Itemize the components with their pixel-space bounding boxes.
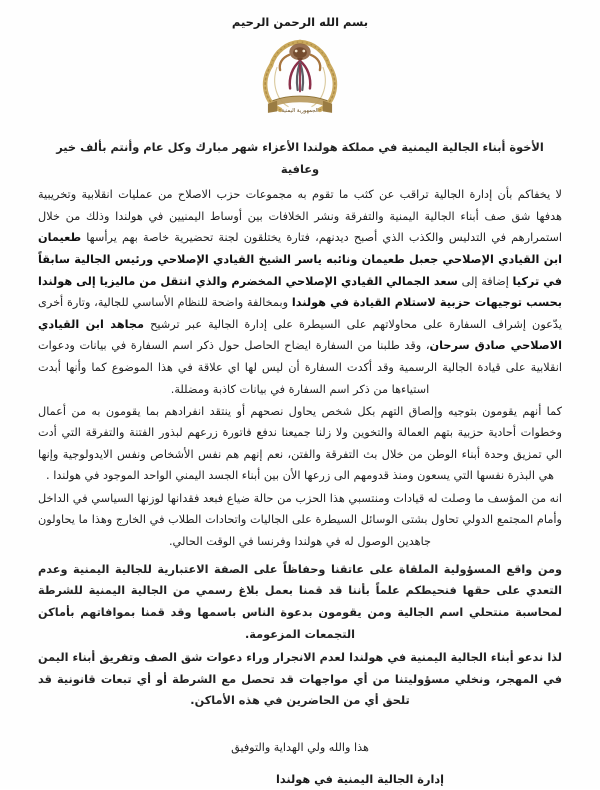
signature-block [38, 770, 562, 790]
signature-text: إدارة الجالية اليمنية في هولندا [275, 772, 444, 786]
p3-seg-0: انه من المؤسف ما وصلت له قيادات ومنتسبي هذا الحزب من حالة ضياع فبعد فقدانها لوزنها السياسي في الداخل وأمام المجتمع الدولي تحاول بشتى الوسائل السيطرة على الجاليات واتحادات الطلاب في الخارج وهذا ما يحاولون جاهدين الوصول له في هولندا وفرنسا في الوقت الحالي. [38, 491, 562, 548]
p1-seg-3-bold: سعد الجمالي القيادي الإصلاحي المخضرم والذي انتقل من ماليزيا إلى هولندا بحسب توجيهات حزبية لاستلام القيادة في هولندا [38, 274, 562, 310]
p1-seg-5-bold: مجاهد ابن القيادي الاصلاحي صادق سرحان [38, 317, 562, 353]
paragraph-spacer [38, 553, 562, 557]
yemen-emblem-icon [254, 35, 346, 119]
emblem-container [38, 35, 562, 119]
salutation-line: الأخوة أبناء الجالية اليمنية في مملكة هولندا الأعزاء شهر مبارك وكل عام وأنتم بألف خير وعافية [56, 140, 544, 176]
document-body [38, 137, 562, 712]
bismillah-heading: بسم الله الرحمن الرحيم [231, 15, 369, 29]
p1-seg-6: ، وقد طلبنا من السفارة ايضاح الحاصل حول ذكر اسم السفارة في بيانات ودعوات انقلابية على قيادة الجالية الرسمية وقد أكدت السفارة أن ليس لها اي علاقة في هذا الموضوع كما وأنها أبدت استياءها من ذكر اسم السفارة في بيانات كاذبة ومضللة. [38, 339, 562, 396]
emblem-ribbon-text: الجمهورية اليمنية [281, 108, 319, 115]
paragraph-2 [38, 401, 562, 487]
paragraph-4-notice [38, 559, 562, 645]
p2-seg-0: كما أنهم يقومون بتوجيه وإلصاق التهم بكل شخص يحاول نصحهم أو ينتقد انفرادهم بما يقومون به من أعمال وخطوات أحادية حزبية بتهم العمالة والتخوين ولا زلنا جميعنا ندفع فاتورة زرعهم لبذور الفتنة والتفرقة التي أدت الي تمزيق وحدة أبناء الوطن من خلال بث التفرقة والفتن، نعم إنهم هم نفس الأشخاص ونفس الايدولوجية وإنها هي البذرة نفسها التي يسعون ومنذ قدومهم الى زرعها الأن بين أبناء الجسد اليمني الواحد الموجود في هولندا . [38, 404, 562, 483]
closing-block [38, 738, 562, 790]
paragraph-5-appeal [38, 647, 562, 712]
p1-seg-4: وبمخالفة واضحة للنظام الأساسي للجالية، وتارة أخرى يدّعون إشراف السفارة على محاولاتهم على السيطرة على إدارة الجالية عبر ترشيح [38, 296, 562, 331]
closing-blessing: هذا والله ولي الهداية والتوفيق [231, 740, 369, 754]
p1-seg-2: إضافة إلى [457, 274, 513, 288]
p1-seg-0: لا يخفاكم بأن إدارة الجالية تراقب عن كثب ما تقوم به مجموعات حزب الاصلاح من عمليات انقلابية وتخريبية هدفها شق صف أبناء الجالية اليمنية والتفرقة ونشر الخلافات بين أوساط اليمنيين في هولندا وذلك من خلال استمرارهم في التدليس والكذب الذي أصبح ديدنهم، فتارة يختلقون لجنة تحضيرية خاصة بهم يرأسها [38, 188, 562, 245]
paragraph-3 [38, 488, 562, 553]
p4-seg-0: ومن واقع المسؤولية الملقاة على عاتقنا وحفاظاً على الصفة الاعتبارية للجالية اليمنية وعدم التعدي على حقها فنحيطكم علماً بأننا قد قمنا بعمل بلاغ رسمي من الجالية اليمنية للشرطة لمحاسبة منتحلي اسم الجالية ومن يقومون بدعوة الناس باسمها وقد قمنا بموافاتهم بأماكن التجمعات المزعومة. [38, 562, 562, 641]
paragraph-1 [38, 184, 562, 400]
p5-seg-0: لذا ندعو أبناء الجالية اليمنية في هولندا لعدم الانجرار وراء دعوات شق الصف وتفريق أبناء اليمن في المهجر، ونخلي مسؤوليتنا من أي مواجهات قد تحصل مع الشرطة أو أي تبعات قانونية قد تلحق أي من الحاضرين في هذه الأماكن. [38, 651, 562, 708]
p1-seg-1-bold: طعيمان ابن القيادي الإصلاحي جعبل طعيمان ونائبه ياسر الشيخ القيادي الإصلاحي ورئيس الجالية سابقاً في تركيا [38, 231, 563, 288]
